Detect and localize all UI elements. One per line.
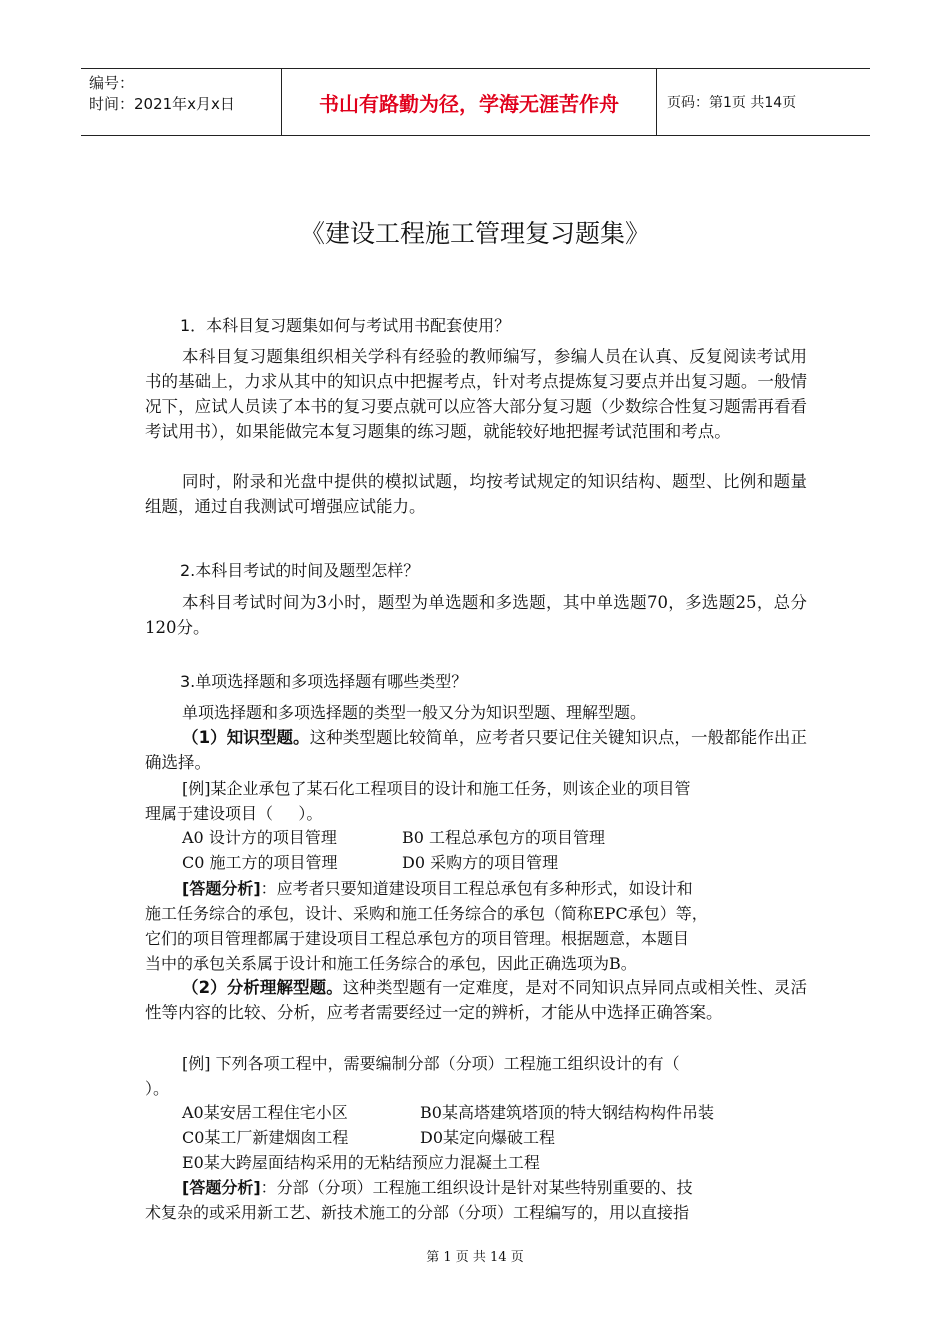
question-heading-2: 2.本科目考试的时间及题型怎样？ <box>180 561 420 580</box>
knowledge-type-text: 这种类型题比较简单，应考者只要记住关键知识点，一般都能作出正确选择。 <box>145 728 808 772</box>
answer2-line2: 术复杂的或采用新工艺、新技术施工的分部（分项）工程编写的，用以直接指 <box>145 1203 690 1222</box>
example1-line1: [例]某企业承包了某石化工程项目的设计和施工任务，则该企业的项目管 <box>182 779 691 798</box>
example2-option-b: B0某高塔建筑塔顶的特大钢结构构件吊装 <box>420 1103 714 1122</box>
answer1-text-1: ：应考者只要知道建设项目工程总承包有多种形式，如设计和 <box>260 879 693 898</box>
understanding-type-paragraph <box>145 975 807 1025</box>
answer1-label: [答题分析] <box>182 879 261 898</box>
header-motto: 书山有路勤为径，学海无涯苦作舟 <box>282 69 657 135</box>
example2-option-d: D0某定向爆破工程 <box>420 1128 556 1147</box>
answer2-text-1: ：分部（分项）工程施工组织设计是针对某些特别重要的、技 <box>260 1178 693 1197</box>
number-label: 编号： <box>89 74 135 92</box>
answer2-line1 <box>182 1175 693 1200</box>
answer1-line1 <box>182 876 693 901</box>
example2-option-c: C0某工厂新建烟囱工程 <box>182 1128 349 1147</box>
header-meta <box>81 69 282 135</box>
understanding-type-text: 这种类型题有一定难度，是对不同知识点异同点或相关性、灵活性等内容的比较、分析，应考者需要经过一定的辨析，才能从中选择正确答案。 <box>145 978 807 1022</box>
question-heading-3: 3.单项选择题和多项选择题有哪些类型？ <box>180 672 468 691</box>
header-page-info: 页码：第1页 共14页 <box>667 95 797 111</box>
example1-option-c: C0 施工方的项目管理 <box>182 853 338 872</box>
answer1-line2: 施工任务综合的承包，设计、采购和施工任务综合的承包（简称EPC承包）等， <box>145 904 708 923</box>
section2-paragraph-1: 本科目考试时间为3小时，题型为单选题和多选题，其中单选题70，多选题25，总分120分。 <box>145 593 807 637</box>
knowledge-type-paragraph <box>145 725 807 775</box>
page-header <box>81 68 870 136</box>
example2-option-a: A0某安居工程住宅小区 <box>182 1103 348 1122</box>
example2-line1: [例] 下列各项工程中，需要编制分部（分项）工程施工组织设计的有（ <box>182 1054 680 1073</box>
example1-option-b: B0 工程总承包方的项目管理 <box>402 828 606 847</box>
answer1-line4: 当中的承包关系属于设计和施工任务综合的承包，因此正确选项为B。 <box>145 954 637 973</box>
page-footer: 第 1 页 共 14 页 <box>426 1250 524 1265</box>
example2-line2: ）。 <box>145 1079 170 1098</box>
question-heading-1: 1．本科目复习题集如何与考试用书配套使用？ <box>180 316 511 335</box>
section1-paragraph-2: 同时，附录和光盘中提供的模拟试题，均按考试规定的知识结构、题型、比例和题量组题，通过自我测试可增强应试能力。 <box>145 472 807 516</box>
understanding-type-label: （2）分析理解型题。 <box>182 978 343 997</box>
section1-paragraph-1: 本科目复习题集组织相关学科有经验的教师编写，参编人员在认真、反复阅读考试用书的基础上，力求从其中的知识点中把握考点，针对考点提炼复习要点并出复习题。一般情况下，应试人员读了本书的复习要点就可以应答大部分复习题（少数综合性复习题需再看看考试用书），如果能做完本复习题集的练习题，就能较好地把握考试范围和考点。 <box>145 347 807 441</box>
time-label: 时间：2021年x月x日 <box>89 95 235 113</box>
answer2-label: [答题分析] <box>182 1178 261 1197</box>
example1-option-a: A0 设计方的项目管理 <box>182 828 337 847</box>
example1-line2: 理属于建设项目（ ）。 <box>145 804 323 823</box>
answer1-line3: 它们的项目管理都属于建设项目工程总承包方的项目管理。根据题意，本题目 <box>145 929 690 948</box>
knowledge-type-label: （1）知识型题。 <box>182 728 310 747</box>
section3-intro: 单项选择题和多项选择题的类型一般又分为知识型题、理解型题。 <box>182 703 647 722</box>
document-title: 《建设工程施工管理复习题集》 <box>299 219 650 248</box>
example2-option-e: E0某大跨屋面结构采用的无粘结预应力混凝土工程 <box>182 1153 540 1172</box>
example1-option-d: D0 采购方的项目管理 <box>402 853 559 872</box>
